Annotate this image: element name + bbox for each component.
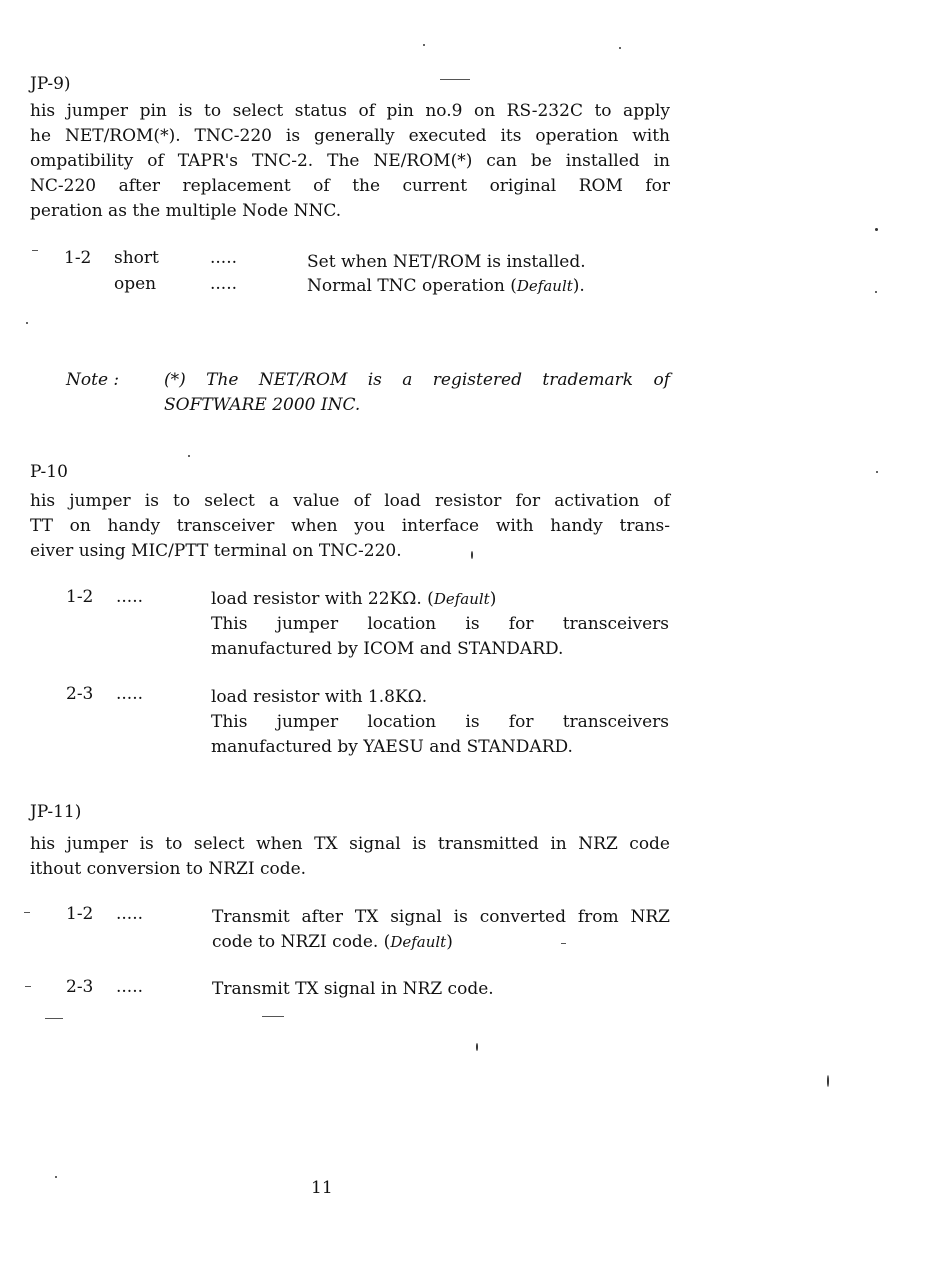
jp10-option-2-line-1: load resistor with 1.8KΩ. — [211, 687, 428, 707]
scan-speck — [471, 551, 473, 559]
jp9-option-1-desc: Set when NET/ROM is installed. — [307, 252, 586, 272]
jp9-line-3: ompatibility of TAPR's TNC-2. The NE/ROM(*) can be installed in — [30, 151, 670, 171]
jp9-option-2-desc — [307, 274, 585, 299]
scan-speck — [619, 47, 621, 49]
jp9-paragraph — [30, 99, 670, 224]
jp9-option-2-state: open — [114, 274, 157, 294]
jp9-option-1-pin: 1-2 — [64, 248, 92, 268]
jp9-option-1-dots: ..... — [210, 248, 238, 268]
jp11-option-1-pin: 1-2 — [66, 904, 94, 924]
jp10-line-2: TT on handy transceiver when you interface with handy trans- — [30, 516, 670, 536]
jp11-option-1-desc — [212, 905, 670, 955]
jp9-line-5: peration as the multiple Node NNC. — [30, 201, 342, 221]
jp10-heading: P-10 — [30, 462, 68, 482]
note-body — [164, 368, 670, 418]
note-line-2: SOFTWARE 2000 INC. — [164, 395, 361, 415]
jp11-option-1-line-2-text: code to NRZI code. ( — [212, 932, 391, 952]
jp9-option-2-dots: ..... — [210, 274, 238, 294]
scan-speck — [876, 471, 878, 473]
jp10-option-1-line-2: This jumper location is for transceivers — [211, 614, 669, 634]
jp11-option-1-line-1: Transmit after TX signal is converted from NRZ — [212, 907, 670, 927]
scan-dash — [262, 1016, 284, 1017]
jp10-option-1-line-1-end: ) — [489, 589, 497, 609]
scan-dash — [561, 943, 566, 944]
note-line-1: (*) The NET/ROM is a registered trademark of — [164, 370, 670, 390]
jp9-line-4: NC-220 after replacement of the current original ROM for — [30, 176, 670, 196]
scan-dash — [45, 1018, 63, 1019]
scan-speck — [875, 291, 877, 293]
scan-speck — [476, 1043, 478, 1051]
scan-dash — [25, 986, 31, 987]
jp11-option-1-dots: ..... — [116, 904, 144, 924]
scan-dash — [24, 912, 30, 913]
jp10-option-1-line-3: manufactured by ICOM and STANDARD. — [211, 639, 564, 659]
jp9-line-2: he NET/ROM(*). TNC-220 is generally executed its operation with — [30, 126, 670, 146]
jp11-option-2-dots: ..... — [116, 977, 144, 997]
jp10-line-1: his jumper is to select a value of load resistor for activation of — [30, 491, 670, 511]
note-label: Note : — [66, 370, 120, 390]
jp11-option-1-line-2 — [212, 930, 670, 955]
jp11-line-1: his jumper is to select when TX signal is transmitted in NRZ code — [30, 834, 670, 854]
jp10-option-2-line-2: This jumper location is for transceivers — [211, 712, 669, 732]
jp10-option-1-line-1-text: load resistor with 22KΩ. ( — [211, 589, 434, 609]
jp10-option-1-pin: 1-2 — [66, 587, 94, 607]
jp10-option-1-line-1 — [211, 587, 669, 612]
scan-speck — [827, 1075, 829, 1087]
scan-speck — [875, 228, 878, 231]
jp10-option-2-dots: ..... — [116, 684, 144, 704]
jp11-heading: JP-11) — [30, 802, 82, 822]
jp11-option-2-line-1: Transmit TX signal in NRZ code. — [212, 979, 494, 999]
scan-dash — [440, 79, 470, 80]
jp11-option-1-default: Default — [390, 933, 447, 951]
jp11-option-1-line-2-end: ) — [446, 932, 453, 952]
jp10-line-3: eiver using MIC/PTT terminal on TNC-220. — [30, 541, 402, 561]
jp10-option-1-default: Default — [433, 590, 490, 608]
jp10-option-2-line-3: manufactured by YAESU and STANDARD. — [211, 737, 573, 757]
jp9-option-2-desc-text: Normal TNC operation ( — [307, 276, 517, 296]
jp10-option-2-pin: 2-3 — [66, 684, 94, 704]
jp11-line-2: ithout conversion to NRZI code. — [30, 859, 307, 879]
jp11-option-2-pin: 2-3 — [66, 977, 94, 997]
scan-speck — [423, 44, 425, 46]
scan-speck — [26, 322, 28, 324]
jp10-option-2-desc — [211, 685, 669, 760]
jp10-option-1-desc — [211, 587, 669, 662]
scan-speck — [55, 1176, 57, 1178]
page-number: 11 — [311, 1178, 333, 1198]
jp9-option-2-default: Default — [516, 277, 573, 295]
scan-dash — [32, 250, 38, 251]
jp9-line-1: his jumper pin is to select status of pin no.9 on RS-232C to apply — [30, 101, 670, 121]
jp9-option-2-desc-end: ). — [572, 276, 585, 296]
jp10-paragraph — [30, 489, 670, 564]
scan-speck — [188, 455, 190, 457]
jp9-heading: JP-9) — [30, 74, 71, 94]
jp9-option-1-state: short — [114, 248, 159, 268]
jp11-paragraph — [30, 832, 670, 882]
jp10-option-1-dots: ..... — [116, 587, 144, 607]
